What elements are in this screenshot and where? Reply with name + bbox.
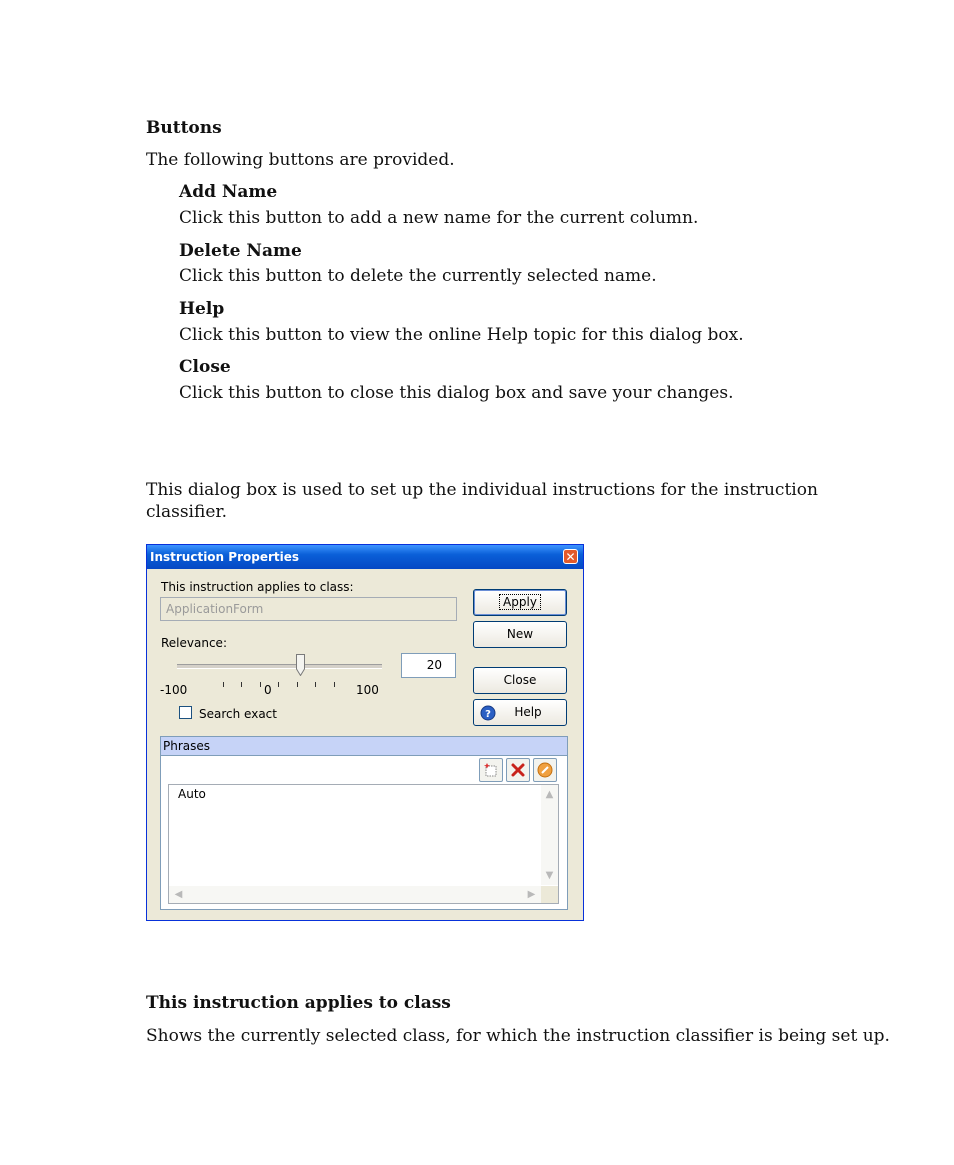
search-exact-checkbox[interactable] <box>179 706 192 719</box>
help-button-label: Help <box>514 705 542 719</box>
delete-phrase-button[interactable] <box>506 758 530 782</box>
section-text: Shows the currently selected class, for which the instruction classifier is being set up. <box>146 1026 890 1046</box>
relevance-slider-track[interactable] <box>177 664 382 669</box>
close-icon[interactable]: ✕ <box>563 549 578 564</box>
scroll-right-icon[interactable]: ▶ <box>527 889 536 900</box>
dialog-titlebar <box>147 545 583 569</box>
term-delete-name: Delete Name <box>179 241 302 261</box>
relevance-value-input[interactable]: 20 <box>401 653 456 678</box>
scroll-left-icon[interactable]: ◀ <box>174 889 183 900</box>
class-label: This instruction applies to class: <box>161 580 354 594</box>
slider-tick <box>278 682 279 687</box>
term-close: Close <box>179 357 231 377</box>
slider-tick <box>241 682 242 687</box>
buttons-intro: The following buttons are provided. <box>146 150 455 170</box>
slider-tick <box>260 682 261 687</box>
horizontal-scrollbar[interactable] <box>169 886 541 903</box>
phrases-header: Phrases <box>161 737 567 756</box>
desc-close: Click this button to close this dialog box and save your changes. <box>179 383 734 403</box>
delete-phrase-icon <box>510 762 526 778</box>
help-icon <box>480 705 496 721</box>
buttons-heading: Buttons <box>146 118 222 138</box>
desc-help: Click this button to view the online Help topic for this dialog box. <box>179 325 744 345</box>
edit-phrase-icon <box>537 762 553 778</box>
slider-min-label: -100 <box>160 683 188 697</box>
relevance-label: Relevance: <box>161 636 227 650</box>
help-button[interactable] <box>473 699 567 726</box>
new-button[interactable]: New <box>473 621 567 648</box>
dialog-intro-line2: classifier. <box>146 502 228 522</box>
svg-text:?: ? <box>485 709 491 720</box>
relevance-slider-thumb[interactable] <box>296 654 305 676</box>
desc-add-name: Click this button to add a new name for the current column. <box>179 208 699 228</box>
phrases-panel <box>160 736 568 910</box>
edit-phrase-button[interactable] <box>533 758 557 782</box>
scroll-down-icon[interactable]: ▼ <box>545 870 554 881</box>
class-field: ApplicationForm <box>160 597 457 621</box>
add-phrase-button[interactable] <box>479 758 503 782</box>
slider-tick <box>297 682 298 687</box>
scroll-up-icon[interactable]: ▲ <box>545 789 554 800</box>
dialog-title: Instruction Properties <box>150 550 300 564</box>
slider-tick <box>315 682 316 687</box>
slider-tick <box>223 682 224 687</box>
dialog-intro-line1: This dialog box is used to set up the individual instructions for the instruction <box>146 480 818 500</box>
phrases-list[interactable] <box>168 784 559 904</box>
apply-button[interactable] <box>473 589 567 616</box>
slider-mid-label: 0 <box>264 683 272 697</box>
search-exact-label: Search exact <box>199 707 277 721</box>
apply-button-label: Apply <box>499 594 541 610</box>
term-help: Help <box>179 299 225 319</box>
vertical-scrollbar[interactable] <box>541 785 558 885</box>
add-phrase-icon <box>483 762 499 778</box>
close-button[interactable]: Close <box>473 667 567 694</box>
instruction-properties-dialog <box>146 544 584 921</box>
term-add-name: Add Name <box>179 182 278 202</box>
section-heading: This instruction applies to class <box>146 993 451 1013</box>
slider-tick <box>334 682 335 687</box>
desc-delete-name: Click this button to delete the currently selected name. <box>179 266 657 286</box>
scrollbar-corner <box>541 886 558 903</box>
phrase-item[interactable]: Auto <box>178 787 206 801</box>
slider-max-label: 100 <box>356 683 379 697</box>
